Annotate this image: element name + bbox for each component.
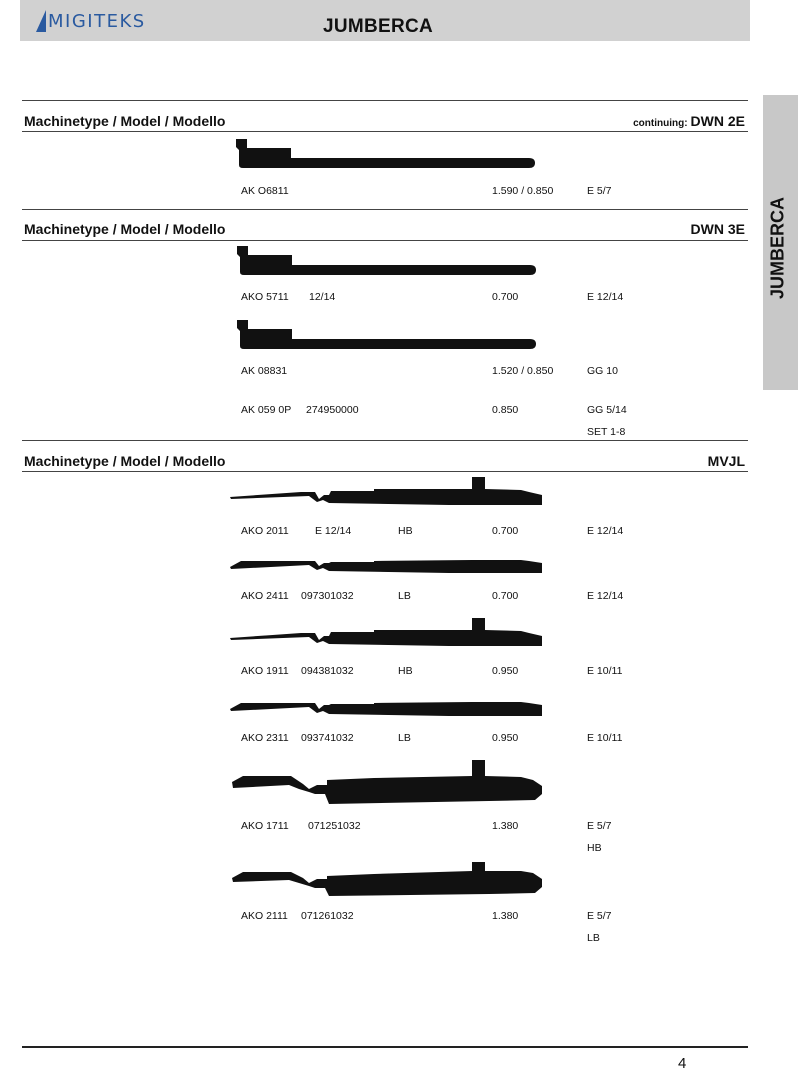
- item-code: AK 059 0P: [241, 404, 292, 416]
- tool-image-needle: [229, 695, 545, 721]
- item-type: LB: [398, 590, 411, 602]
- side-tab-label: JUMBERCA: [767, 196, 788, 300]
- section-rule: [22, 131, 748, 132]
- item-code: AKO 2311: [241, 732, 289, 744]
- item-code: AKO 1711: [241, 820, 289, 832]
- section-rule: [22, 100, 748, 101]
- item-note: HB: [587, 842, 602, 854]
- tool-image-jack: [233, 244, 539, 278]
- item-note: LB: [587, 932, 600, 944]
- item-gauge: 0.700: [492, 525, 519, 537]
- item-code: AKO 2011: [241, 525, 289, 537]
- section-model: [708, 453, 745, 469]
- section-title: Machinetype / Model / Modello: [24, 113, 226, 129]
- logo-text: MIGITEKS: [48, 10, 146, 32]
- item-ref: 097301032: [301, 590, 354, 602]
- item-gauge: 0.850: [492, 404, 519, 416]
- item-ref: 071261032: [301, 910, 354, 922]
- item-ref: 274950000: [306, 404, 359, 416]
- footer-rule: [22, 1046, 748, 1048]
- item-grade: E 12/14: [587, 590, 624, 602]
- page-title: JUMBERCA: [323, 16, 434, 37]
- item-ref: 094381032: [301, 665, 354, 677]
- section-model: [691, 221, 745, 237]
- model-name: MVJL: [707, 453, 745, 469]
- item-ref: 071251032: [308, 820, 361, 832]
- item-code: AK 08831: [241, 365, 288, 377]
- logo-mark-icon: [36, 10, 46, 32]
- item-grade: E 12/14: [587, 525, 624, 537]
- tool-image-needle: [229, 758, 545, 806]
- item-gauge: 0.700: [492, 590, 519, 602]
- item-grade: E 10/11: [587, 665, 623, 677]
- section-model: [633, 113, 745, 129]
- item-gauge: 0.700: [492, 291, 519, 303]
- item-gauge: 1.590 / 0.850: [492, 185, 554, 197]
- tool-image-jack: [233, 137, 537, 171]
- item-gauge: 1.520 / 0.850: [492, 365, 554, 377]
- section-rule: [22, 209, 748, 210]
- tool-image-needle: [229, 474, 545, 510]
- model-name: DWN 2E: [690, 113, 745, 129]
- item-grade: E 5/7: [587, 820, 612, 832]
- item-gauge: 0.950: [492, 665, 519, 677]
- item-code: AK O6811: [241, 185, 289, 197]
- continuing-label: continuing:: [633, 118, 688, 129]
- item-code: AKO 2111: [241, 910, 288, 922]
- model-name: DWN 3E: [690, 221, 745, 237]
- logo: [36, 8, 146, 34]
- item-code: AKO 5711: [241, 291, 289, 303]
- tool-image-jack: [233, 318, 539, 352]
- section-title: Machinetype / Model / Modello: [24, 453, 226, 469]
- section-rule: [22, 440, 748, 441]
- item-grade: E 5/7: [587, 185, 612, 197]
- item-type: LB: [398, 732, 411, 744]
- page-number: 4: [678, 1055, 687, 1072]
- item-ref: 093741032: [301, 732, 354, 744]
- section-rule: [22, 471, 748, 472]
- item-grade: GG 10: [587, 365, 618, 377]
- item-grade: E 5/7: [587, 910, 612, 922]
- item-gauge: 1.380: [492, 910, 519, 922]
- tool-image-needle: [229, 615, 545, 651]
- item-grade: E 12/14: [587, 291, 624, 303]
- item-code: AKO 2411: [241, 590, 289, 602]
- section-rule: [22, 240, 748, 241]
- item-type: HB: [398, 525, 413, 537]
- item-grade: GG 5/14: [587, 404, 627, 416]
- item-note: SET 1-8: [587, 426, 626, 438]
- tool-image-needle: [229, 553, 545, 577]
- item-gauge: 1.380: [492, 820, 519, 832]
- item-type: HB: [398, 665, 413, 677]
- tool-image-needle: [229, 858, 545, 898]
- item-ref: 12/14: [309, 291, 336, 303]
- item-code: AKO 1911: [241, 665, 289, 677]
- section-title: Machinetype / Model / Modello: [24, 221, 226, 237]
- item-ref: E 12/14: [315, 525, 352, 537]
- item-gauge: 0.950: [492, 732, 519, 744]
- item-grade: E 10/11: [587, 732, 623, 744]
